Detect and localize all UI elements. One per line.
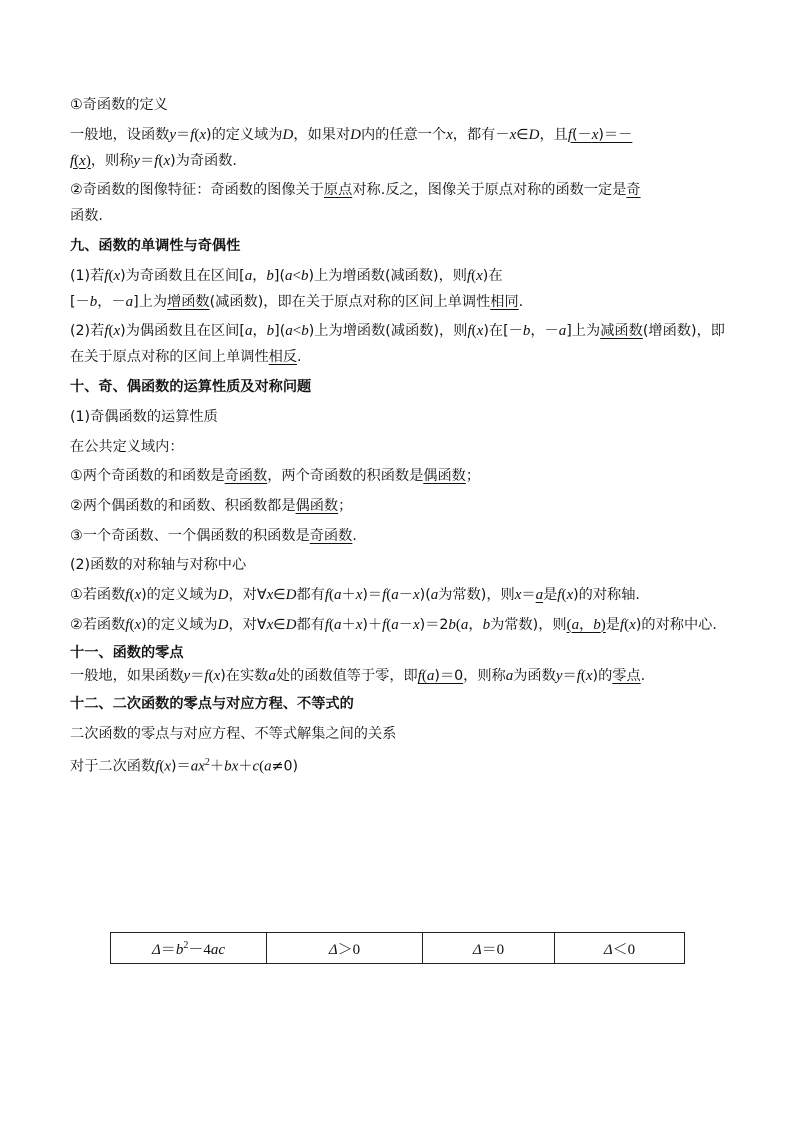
text: 都有	[296, 616, 325, 633]
var: x	[509, 126, 517, 143]
var: f	[190, 126, 195, 143]
text: (	[386, 616, 392, 633]
text: )	[600, 616, 606, 633]
text: (	[455, 616, 461, 633]
text: [－	[70, 293, 90, 310]
text: )的	[592, 668, 613, 685]
table-cell-negative	[555, 933, 685, 964]
sec10-item1	[70, 463, 725, 489]
text: 都有	[296, 586, 325, 603]
text: .	[352, 527, 357, 544]
var: f	[576, 668, 581, 685]
text: ，	[252, 323, 267, 340]
var: b	[593, 616, 601, 633]
text: －4	[188, 941, 211, 958]
text: ＜0	[612, 941, 636, 958]
text: ，	[579, 616, 594, 633]
var: D	[282, 126, 294, 143]
text: ＋	[341, 586, 356, 603]
superscript: 2	[204, 757, 210, 769]
var: D	[528, 126, 540, 143]
var: a	[558, 323, 567, 340]
text: 一般地，设函数	[70, 126, 170, 143]
var: f	[466, 267, 472, 284]
sec10-sub2: (2)函数的对称轴与对称中心	[70, 557, 247, 574]
var: a	[571, 616, 580, 633]
text: (	[259, 759, 265, 776]
text: <	[292, 267, 301, 284]
text: ，对∀	[228, 616, 267, 633]
text: ](	[273, 267, 285, 284]
odd-graph-paragraph	[70, 177, 725, 229]
var: a	[391, 586, 399, 603]
var: y	[555, 668, 563, 685]
text: (	[158, 152, 164, 169]
var: f	[382, 616, 387, 633]
sec12-relation: 二次函数的零点与对应方程、不等式解集之间的关系	[70, 725, 397, 742]
text: )在实数	[220, 668, 269, 685]
text: (	[159, 759, 165, 776]
text: )为奇函数且在区间[	[120, 267, 245, 284]
var: a	[285, 267, 293, 284]
text: (	[329, 586, 334, 603]
text: )在	[482, 267, 503, 284]
var: f	[417, 668, 422, 685]
odd-def-paragraph	[70, 122, 725, 174]
var: b	[175, 941, 184, 958]
text: (	[421, 668, 427, 685]
text: .	[297, 349, 302, 366]
text: )	[85, 152, 91, 169]
underlined-answer: 原点	[323, 182, 353, 199]
text: ＋	[238, 759, 253, 776]
underlined-answer: 减函数	[600, 323, 643, 340]
text: 内的任意一个	[360, 126, 447, 143]
text: －	[398, 586, 413, 603]
var: a	[426, 668, 435, 685]
underlined-answer: 偶函数	[295, 497, 339, 514]
text: (	[386, 586, 392, 603]
var: f	[324, 616, 329, 633]
var: D	[217, 586, 229, 603]
text: ＝	[160, 941, 176, 958]
text: )＋	[362, 616, 383, 633]
var: f	[104, 323, 109, 340]
text: ＝	[140, 152, 155, 169]
section-11-heading: 十一、函数的零点	[70, 645, 184, 662]
underlined-answer: 增函数	[167, 293, 210, 310]
text: 一般地，如果函数	[70, 668, 184, 685]
sec11-paragraph	[70, 665, 725, 687]
sec10-domain: 在公共定义域内：	[70, 438, 184, 455]
var: b	[301, 323, 309, 340]
text: ③一个奇函数、一个偶函数的积函数是	[70, 527, 310, 544]
var: D	[350, 126, 361, 143]
var: x	[591, 126, 599, 143]
text: ＋	[341, 616, 356, 633]
text: 为常数)，则	[490, 616, 567, 633]
text: ，如果对	[293, 126, 351, 143]
text: 对称.反之，图像关于原点对称的函数一定是	[352, 182, 627, 199]
text: (	[108, 323, 114, 340]
text: 处的函数值等于零，即	[275, 668, 418, 685]
text: )上为增函数(减函数)，则	[308, 267, 467, 284]
odd-def-title: ①奇函数的定义	[70, 97, 168, 113]
var: b	[300, 267, 309, 284]
var: f	[620, 616, 625, 633]
var: f	[125, 586, 130, 603]
var: x	[266, 616, 274, 633]
text: (	[471, 323, 477, 340]
table-cell-positive	[267, 933, 423, 964]
text: )＝	[170, 759, 191, 776]
var: x	[355, 586, 363, 603]
var: x	[566, 586, 574, 603]
var: x	[163, 152, 171, 169]
var: a	[430, 586, 439, 603]
text: ＝	[176, 126, 191, 143]
text: ②两个偶函数的和函数、积函数都是	[70, 497, 296, 514]
text: )上为增函数(减函数)，则	[308, 323, 468, 340]
var: D	[217, 616, 229, 633]
var: x	[514, 586, 522, 603]
underlined-answer: a	[535, 586, 544, 603]
sec9-item2	[70, 318, 725, 370]
text: )在[－	[483, 323, 523, 340]
underlined-answer: 偶函数	[423, 468, 466, 485]
text: ①两个奇函数的和函数是	[70, 468, 225, 485]
text: ＝	[562, 668, 577, 685]
var: f	[567, 126, 572, 143]
text: ，	[468, 616, 483, 633]
var: a	[391, 616, 399, 633]
var: ac	[210, 941, 225, 958]
underlined-answer	[418, 668, 463, 684]
underlined-answer: 相同	[490, 293, 519, 310]
var: D	[285, 616, 297, 633]
text: ；	[465, 468, 481, 485]
text: ，－	[97, 293, 126, 310]
var: a	[460, 616, 469, 633]
var: a	[334, 616, 342, 633]
text: <	[292, 323, 302, 340]
var: x	[113, 267, 121, 284]
text: )＝0	[434, 668, 464, 685]
superscript: 2	[183, 939, 189, 951]
var: a	[244, 323, 253, 340]
var: b	[266, 323, 275, 340]
text: ＞0	[337, 941, 361, 958]
var: Δ	[603, 941, 613, 958]
text: ②奇函数的图像特征：奇函数的图像关于	[70, 182, 324, 199]
var: Δ	[328, 941, 338, 958]
text: ]上为	[133, 293, 168, 310]
text: (	[624, 616, 630, 633]
var: x	[355, 616, 363, 633]
text: ]上为	[566, 323, 601, 340]
underlined-answer: 奇	[626, 182, 641, 199]
var: a	[244, 267, 253, 284]
var: x	[134, 616, 142, 633]
text: (	[580, 668, 586, 685]
text: 是	[605, 616, 620, 633]
text: 为常数)，则	[438, 586, 515, 603]
var: f	[324, 586, 329, 603]
underlined-answer: 零点	[612, 668, 641, 685]
var: b	[266, 267, 274, 284]
var: x	[629, 616, 636, 633]
var: y	[169, 126, 176, 143]
text: .	[518, 293, 524, 310]
text: )的对称中心.	[635, 616, 717, 633]
table-row	[111, 933, 685, 964]
var: c	[252, 759, 260, 776]
document-page	[70, 92, 725, 784]
var: a	[505, 668, 514, 685]
var: y	[183, 668, 191, 685]
var: x	[113, 323, 121, 340]
section-10-heading: 十、奇、偶函数的运算性质及对称问题	[70, 379, 312, 396]
var: f	[204, 668, 209, 685]
text: ＝	[521, 586, 536, 603]
text: ①若函数	[70, 586, 126, 603]
section-12-heading: 十二、二次函数的零点与对应方程、不等式的	[70, 696, 354, 712]
sec10-axis	[70, 582, 725, 608]
text: )的对称轴.	[573, 586, 640, 603]
text: ，	[252, 267, 267, 284]
text: )的定义域为	[141, 616, 218, 633]
text: (	[566, 616, 572, 633]
sec10-item3	[70, 523, 725, 549]
var: f	[154, 152, 159, 169]
var: f	[467, 323, 472, 340]
var: x	[412, 586, 420, 603]
text: ](	[274, 323, 286, 340]
text: (减函数)，即在关于原点对称的区间上单调性	[209, 293, 491, 310]
text: ∈	[273, 616, 286, 633]
text: ，对∀	[228, 586, 267, 603]
text: (	[561, 586, 567, 603]
var: Δ	[151, 941, 161, 958]
text: ＝	[190, 668, 205, 685]
discriminant-table	[110, 932, 685, 964]
var: f	[70, 152, 75, 169]
text: (	[129, 586, 135, 603]
text: ＝0	[481, 941, 505, 958]
text: )的定义域为	[141, 586, 218, 603]
var: b	[522, 323, 531, 340]
var: a	[334, 586, 342, 603]
var: a	[268, 668, 276, 685]
var: a	[125, 293, 134, 310]
text: (	[108, 267, 114, 284]
var: x	[134, 586, 142, 603]
text: ∈	[273, 586, 286, 603]
text: －	[398, 616, 413, 633]
table-cell-discriminant	[111, 933, 267, 964]
text: )的定义域为	[206, 126, 283, 143]
text: )＝－	[598, 126, 633, 143]
text: ＋	[209, 759, 225, 776]
text: (	[74, 152, 80, 169]
text: )＝2	[419, 616, 449, 633]
text: ②若函数	[70, 616, 126, 633]
var: f	[125, 616, 130, 633]
var: b	[89, 293, 98, 310]
text: (	[471, 267, 477, 284]
sec12-function	[70, 750, 725, 780]
var: D	[285, 586, 297, 603]
text: (增函数)，即在关于原点对称的区间上单调性	[70, 323, 725, 366]
sec10-center	[70, 612, 725, 638]
text: ，且	[539, 126, 568, 143]
underlined-answer	[567, 617, 606, 633]
text: ，则称	[90, 152, 134, 169]
text: ，都有－	[452, 126, 510, 143]
text: .	[640, 668, 646, 685]
table-cell-zero	[423, 933, 555, 964]
var: bx	[224, 759, 239, 776]
var: f	[155, 759, 160, 776]
var: a	[264, 759, 272, 776]
text: )为偶函数且在区间[	[120, 323, 245, 340]
text: )(	[419, 586, 431, 603]
text: (	[329, 616, 334, 633]
var: f	[104, 267, 109, 284]
text: 对于二次函数	[70, 759, 156, 776]
var: x	[476, 267, 483, 284]
var: y	[133, 152, 141, 169]
var: x	[585, 668, 593, 685]
text: ；	[338, 497, 353, 514]
var: ax	[190, 759, 205, 776]
sec10-sub1: (1)奇偶函数的运算性质	[70, 408, 218, 425]
text: (	[129, 616, 135, 633]
text: (2)若	[70, 323, 105, 340]
var: x	[79, 152, 86, 169]
underlined-answer: 奇函数	[224, 468, 268, 485]
var: b	[482, 616, 491, 633]
var: f	[382, 586, 387, 603]
var: Δ	[472, 941, 482, 958]
text: (	[208, 668, 214, 685]
text: )为奇函数.	[170, 152, 237, 169]
section-9-heading: 九、函数的单调性与奇偶性	[70, 238, 241, 255]
text: ∈	[516, 126, 529, 143]
text: (	[194, 126, 200, 143]
text: 是	[543, 586, 558, 603]
text: ≠0)	[271, 759, 299, 776]
text: ，－	[530, 323, 559, 340]
var: x	[476, 323, 484, 340]
sec10-item2	[70, 493, 725, 519]
text: ，则称	[463, 668, 506, 685]
text: (1)若	[70, 267, 105, 284]
var: x	[199, 126, 207, 143]
underlined-answer: 奇函数	[309, 527, 353, 544]
var: x	[412, 616, 420, 633]
var: x	[266, 586, 274, 603]
text: ，两个奇函数的积函数是	[267, 468, 424, 485]
text: 为函数	[513, 668, 556, 685]
var: a	[285, 323, 293, 340]
var: x	[213, 668, 221, 685]
text: (－	[572, 126, 592, 143]
var: f	[557, 586, 562, 603]
underlined-answer: 相反	[268, 349, 298, 366]
var: x	[164, 759, 171, 776]
text: 函数.	[70, 208, 103, 225]
var: b	[448, 616, 456, 633]
text: )＝	[362, 586, 383, 603]
sec9-item1	[70, 263, 725, 315]
var: x	[446, 126, 453, 143]
